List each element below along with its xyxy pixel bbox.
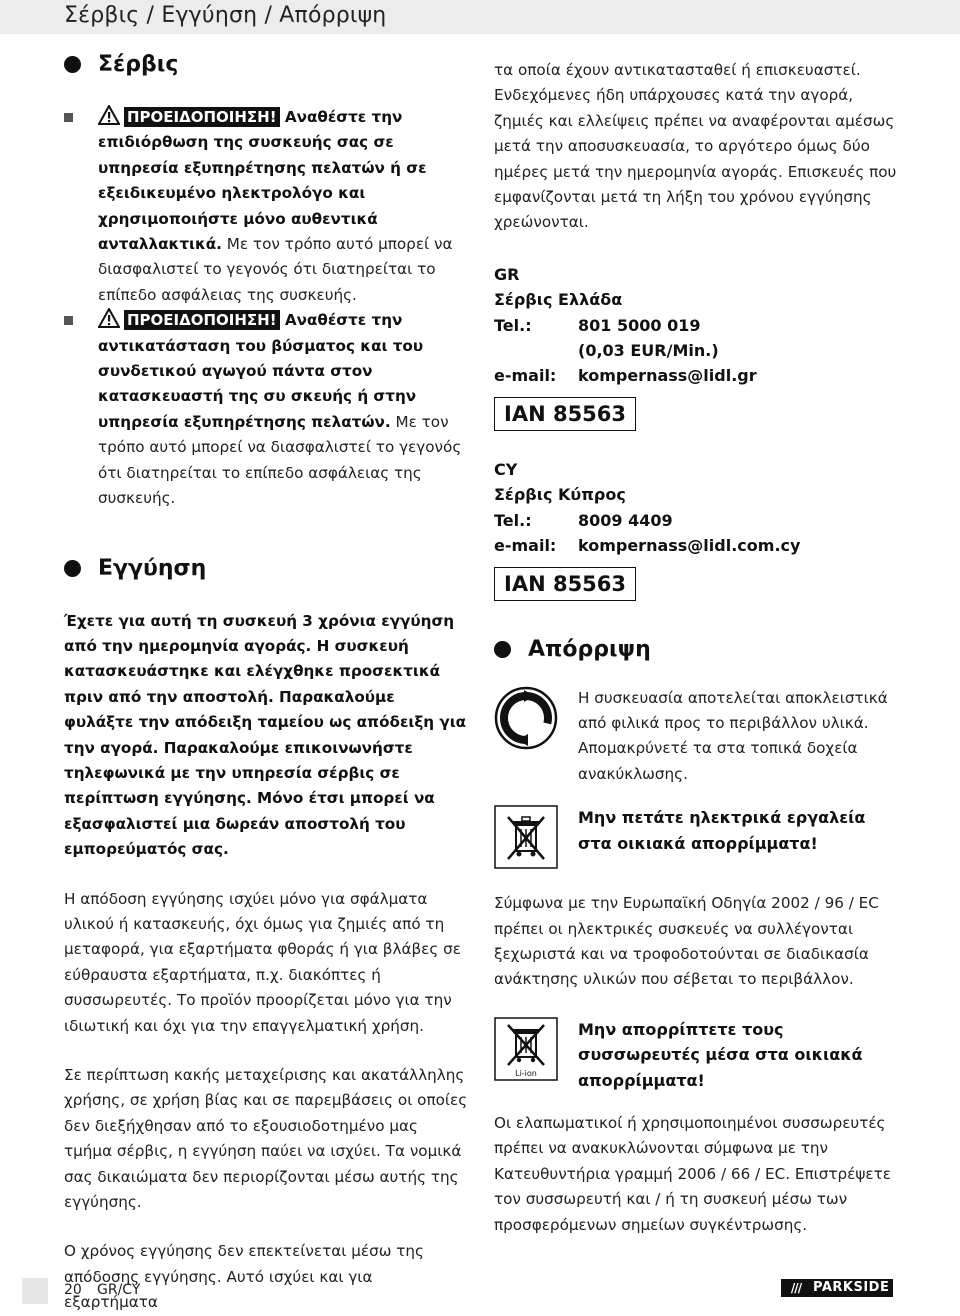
brand-name: PARKSIDE [811,1279,893,1297]
battery-text: Οι ελαπωματικοί ή χρησιμοποιημένοι συσσωρευτές πρέπει να ανακυκλώνονται σύμφωνα με την Κατευθυντήρια γραμμή 2006 / 66 / EC. Επιστρέψετε τον συσσωρευτή και / ή τη συσκευή μέσω των προσφερόμενων σημείων συγκέντρωσης. [494,1113,891,1234]
service-item-2 [64,308,469,511]
warranty-para-4: Ο χρόνος εγγύησης δεν επεκτείνεται μέσω της απόδοσης εγγύησης. Αυτό ισχύει και για εξαρτήματα [64,1242,424,1312]
service-heading [64,52,469,77]
warranty-para-3: Σε περίπτωση κακής μεταχείρισης και ακατάλληλης χρήσης, σε χρήση βίας και σε παρεμβάσεις οι οποίες δεν διεξήχθησαν από το εξουσιοδοτημένο μας τμήμα σέρβις, η εγγύηση παύει να ισχύει. Τα νομικά σας δικαιώματα δεν περιορίζονται μέσω αυτής της εγγύησης. [64,1066,468,1212]
warning-triangle-icon [98,105,120,125]
page-number: 20 [64,1282,82,1298]
page-title: Σέρβις / Εγγύηση / Απόρριψη [64,3,387,28]
email-address[interactable]: kompernass@lidl.gr [578,366,757,386]
tel-label: Tel.: [494,510,532,530]
warranty-intro: Έχετε για αυτή τη συσκευή 3 χρόνια εγγύηση από την ημερομηνία αγοράς. Η συσκευή κατασκευάστηκε και ελέγχθηκε προσεκτικά πριν από την αποστολή. Παρακαλούμε φυλάξτε την απόδειξη ταμείου ως απόδειξη για την αγορά. Παρακαλούμε επικοινωνήστε τηλεφωνικά με την υπηρεσία σέρβις σε περίπτωση εγγύησης. Μόνο έτσι μπορεί να εξασφαλιστεί μια δωρεάν αποστολή του εμπορεύματός σας. [64,611,467,859]
packaging-block [494,686,904,788]
service-title: Σέρβις [98,52,179,77]
tools-warning-text: Μην πετάτε ηλεκτρικά εργαλεία στα οικιακά απορρίμματα! [578,808,866,853]
tools-warning-block [494,805,904,873]
square-bullet-icon [64,113,73,122]
warning-label: ΠΡΟΕΙΔΟΠΟΙΗΣΗ! [124,310,280,330]
tel-label: Tel.: [494,315,532,335]
crossed-out-bin-icon [494,805,558,869]
section-bullet-icon [64,56,81,73]
service-item-2-bold: Αναθέστε την αντικατάσταση του βύσματος και του συνδετικού αγωγού πάντα στον κατασκευαστή της συ σκευής ή στην υπηρεσία εξυπηρέτησης πελατών. [98,311,424,431]
service-item-1-text: Με τον τρόπο αυτό μπορεί να διασφαλιστεί το γεγονός ότι διατηρείται το επίπεδο ασφάλειας της συσκευής. [98,235,453,304]
right-column [494,58,904,1238]
ian-box: IAN 85563 [494,397,636,431]
contact-cy [494,457,904,601]
left-column [64,52,469,1316]
warranty-heading [64,556,469,581]
brand-mark: /// [781,1279,811,1297]
warning-label: ΠΡΟΕΙΔΟΠΟΙΗΣΗ! [124,107,280,127]
square-bullet-icon [64,316,73,325]
tel-note: (0,03 EUR/Min.) [578,341,719,361]
tel-number[interactable]: 8009 4409 [578,510,673,530]
contact-country: GR [494,264,520,284]
email-label: e-mail: [494,366,557,386]
section-bullet-icon [494,641,511,658]
brand-logo [781,1279,893,1297]
battery-warning-text: Μην απορρίπτετε τους συσσωρευτές μέσα στα οικιακά απορρίμματα! [578,1019,863,1090]
crossed-out-battery-bin-icon [494,1017,558,1081]
battery-icon-label: Li-ion [515,1068,537,1078]
disposal-title: Απόρριψη [528,636,651,662]
contact-service-name: Σέρβις Κύπρος [494,485,626,505]
tel-number[interactable]: 801 5000 019 [578,315,701,335]
contact-gr [494,262,904,431]
contact-country: CY [494,459,518,479]
disposal-heading [494,637,904,662]
warning-triangle-icon [98,308,120,328]
footer-marker [22,1278,48,1304]
service-item-1 [64,105,469,308]
email-label: e-mail: [494,536,557,556]
directive-text: Σύμφωνα με την Ευρωπαϊκή Οδηγία 2002 / 96 / EC πρέπει οι ηλεκτρικές συσκευές να συλλέγονται ξεχωριστά και να τροφοδοτούνται σε διαδικασία ανάκτησης υλικών που σέβεται το περιβάλλον. [494,894,879,989]
packaging-text: Η συσκευασία αποτελείται αποκλειστικά από φιλικά προς το περιβάλλον υλικά. Απομακρύνετέ τα στα τοπικά δοχεία ανακύκλωσης. [578,688,888,783]
footer-language: GR/CY [97,1282,141,1298]
warranty-title: Εγγύηση [98,555,207,581]
email-address[interactable]: kompernass@lidl.com.cy [578,536,801,556]
warranty-para-2: Η απόδοση εγγύησης ισχύει μόνο για σφάλματα υλικού ή κατασκευής, όχι όμως για ζημιές από τη μεταφορά, για εξαρτήματα φθοράς ή για βλάβες σε εύθραυστα εξαρτήματα, π.χ. διακόπτες ή συσσωρευτές. Το προϊόν προορίζεται μόνο για την ιδιωτική και όχι για την επαγγελματική χρήση. [64,889,461,1035]
battery-warning-block [494,1017,904,1093]
warranty-para-4-continued: τα οποία έχουν αντικατασταθεί ή επισκευαστεί. Ενδεχόμενες ήδη υπάρχουσες κατά την αγορά, ζημιές και ελλείψεις πρέπει να αναφέρονται αμέσως μετά την αποσυσκευασία, το αργότερο όμως δύο ημέρες μετά την ημερομηνία αγοράς. Επισκευές που εμφανίζονται μετά τη λήξη του χρόνου εγγύησης χρεώνονται. [494,61,897,232]
contact-service-name: Σέρβις Ελλάδα [494,290,623,310]
section-bullet-icon [64,560,81,577]
service-item-2-text: Με τον τρόπο αυτό μπορεί να διασφαλιστεί το γεγονός ότι διατηρείται το επίπεδο ασφάλειας της συσκευής. [98,412,462,508]
page-header [0,0,960,34]
service-item-1-bold: Αναθέστε την επιδιόρθωση της συσκευής σας σε υπηρεσία εξυπηρέτησης πελατών ή σε εξειδικευμένο ηλεκτρολόγο και χρησιμοποιήστε μόνο αυθεντικά ανταλλακτικά. [98,108,427,254]
ian-box: IAN 85563 [494,567,636,601]
green-dot-recycle-icon [494,686,558,750]
